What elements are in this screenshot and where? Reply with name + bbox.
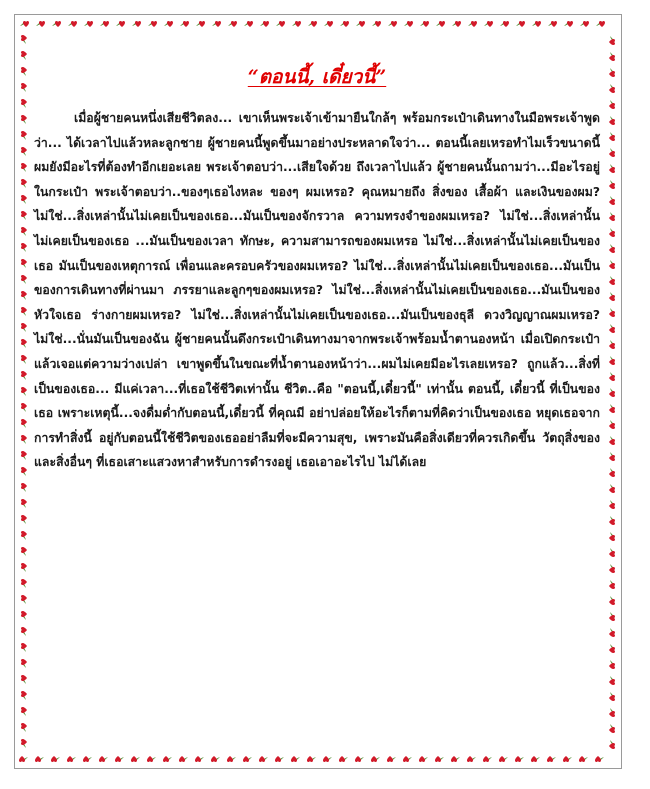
border-heart-ornament [21,179,27,188]
document-title: “ตอนนี้, เดี๋ยวนี้” [247,66,387,88]
border-heart-ornament [307,756,316,762]
border-heart-ornament [21,131,27,140]
border-heart-ornament [579,756,588,762]
border-heart-ornament [21,35,27,44]
border-heart-ornament [21,675,27,684]
border-heart-ornament [35,756,44,762]
border-heart-ornament [291,756,300,762]
border-heart-ornament [467,756,476,762]
border-heart-ornament [21,611,27,620]
border-heart-ornament [515,756,524,762]
border-heart-ornament [21,67,27,76]
border-heart-ornament [115,756,124,762]
border-heart-ornament [609,468,615,477]
border-heart-ornament [68,21,77,27]
border-heart-ornament [387,756,396,762]
border-heart-ornament [609,196,615,205]
border-heart-ornament [180,21,189,27]
border-heart-ornament [67,756,76,762]
border-heart-ornament [609,260,615,269]
border-heart-ornament [356,21,365,27]
border-heart-ornament [21,115,27,124]
border-heart-ornament [21,307,27,316]
border-heart-ornament [339,756,348,762]
border-heart-ornament [21,739,27,748]
border-heart-ornament [531,756,540,762]
border-heart-ornament [609,724,615,733]
border-heart-ornament [21,275,27,284]
border-heart-ornament [21,259,27,268]
border-heart-ornament [564,21,573,27]
border-heart-ornament [435,756,444,762]
border-heart-ornament [609,404,615,413]
border-heart-ornament [227,756,236,762]
border-heart-ornament [468,21,477,27]
border-heart-ornament [292,21,301,27]
border-heart-ornament [260,21,269,27]
border-heart-ornament [21,579,27,588]
border-heart-ornament [132,21,141,27]
border-heart-ornament [609,100,615,109]
border-heart-ornament [420,21,429,27]
border-heart-ornament [609,180,615,189]
border-heart-ornament [243,756,252,762]
border-heart-ornament [609,372,615,381]
border-heart-ornament [21,387,27,396]
border-heart-ornament [516,21,525,27]
border-heart-ornament [21,403,27,412]
document-content [34,52,600,742]
border-heart-ornament [609,708,615,717]
border-heart-ornament [547,756,556,762]
border-heart-ornament [609,308,615,317]
border-heart-ornament [609,612,615,621]
border-heart-ornament [609,324,615,333]
border-heart-ornament [609,692,615,701]
border-heart-ornament [580,21,589,27]
border-heart-ornament [419,756,428,762]
border-heart-ornament [609,660,615,669]
border-heart-ornament [609,516,615,525]
border-heart-ornament [609,276,615,285]
border-heart-ornament [179,756,188,762]
border-heart-ornament [228,21,237,27]
border-heart-ornament [21,195,27,204]
border-heart-ornament [609,388,615,397]
border-heart-ornament [51,756,60,762]
border-heart-ornament [21,211,27,220]
border-heart-ornament [388,21,397,27]
border-heart-ornament [21,531,27,540]
border-heart-ornament [451,756,460,762]
border-heart-ornament [21,435,27,444]
border-heart-ornament [21,547,27,556]
border-heart-ornament [244,21,253,27]
border-heart-ornament [211,756,220,762]
border-heart-ornament [21,83,27,92]
border-heart-ornament [21,243,27,252]
border-heart-ornament [83,756,92,762]
border-heart-ornament [21,419,27,428]
border-heart-ornament [21,643,27,652]
border-heart-ornament [609,580,615,589]
border-heart-ornament [308,21,317,27]
border-heart-ornament [609,484,615,493]
border-heart-ornament [609,564,615,573]
border-heart-ornament [100,21,109,27]
border-heart-ornament [609,548,615,557]
border-heart-ornament [452,21,461,27]
border-heart-ornament [340,21,349,27]
border-heart-ornament [609,740,615,749]
border-heart-ornament [609,52,615,61]
border-heart-ornament [276,21,285,27]
border-heart-ornament [21,99,27,108]
border-heart-ornament [609,212,615,221]
border-heart-ornament [609,244,615,253]
border-heart-ornament [21,627,27,636]
border-heart-ornament [609,340,615,349]
border-heart-ornament [36,21,45,27]
border-heart-ornament [19,756,28,762]
border-heart-ornament [163,756,172,762]
border-heart-ornament [21,483,27,492]
border-heart-ornament [99,756,108,762]
border-heart-ornament [355,756,364,762]
border-heart-ornament [21,355,27,364]
border-heart-ornament [403,756,412,762]
border-heart-ornament [609,500,615,509]
border-heart-ornament [609,420,615,429]
border-heart-ornament [21,707,27,716]
border-heart-ornament [371,756,380,762]
border-heart-ornament [21,467,27,476]
border-heart-ornament [563,756,572,762]
border-heart-ornament [164,21,173,27]
border-heart-ornament [20,21,29,27]
border-heart-ornament [21,691,27,700]
border-heart-ornament [404,21,413,27]
border-heart-ornament [609,228,615,237]
border-heart-ornament [148,21,157,27]
border-heart-ornament [609,532,615,541]
border-heart-ornament [324,21,333,27]
border-heart-ornament [609,452,615,461]
border-heart-ornament [21,563,27,572]
border-heart-ornament [21,659,27,668]
border-heart-ornament [21,451,27,460]
border-heart-ornament [21,499,27,508]
border-heart-ornament [212,21,221,27]
border-heart-ornament [131,756,140,762]
border-heart-ornament [21,723,27,732]
border-heart-ornament [483,756,492,762]
border-heart-ornament [275,756,284,762]
border-heart-ornament [21,371,27,380]
border-heart-ornament [609,356,615,365]
border-heart-ornament [436,21,445,27]
border-heart-ornament [609,596,615,605]
border-heart-ornament [609,36,615,45]
border-heart-ornament [609,676,615,685]
border-heart-ornament [609,132,615,141]
border-heart-ornament [532,21,541,27]
border-heart-ornament [609,164,615,173]
border-heart-ornament [609,84,615,93]
border-heart-ornament [21,51,27,60]
border-heart-ornament [196,21,205,27]
border-heart-ornament [21,163,27,172]
border-heart-ornament [21,323,27,332]
border-heart-ornament [609,292,615,301]
border-heart-ornament [147,756,156,762]
border-heart-ornament [21,339,27,348]
border-heart-ornament [259,756,268,762]
border-heart-ornament [595,756,604,762]
border-heart-ornament [195,756,204,762]
border-heart-ornament [323,756,332,762]
border-heart-ornament [21,147,27,156]
border-heart-ornament [609,628,615,637]
border-heart-ornament [609,436,615,445]
border-heart-ornament [609,644,615,653]
border-heart-ornament [499,756,508,762]
border-heart-ornament [548,21,557,27]
border-heart-ornament [84,21,93,27]
border-heart-ornament [52,21,61,27]
border-heart-ornament [21,515,27,524]
border-heart-ornament [609,116,615,125]
border-heart-ornament [596,21,605,27]
border-heart-ornament [21,595,27,604]
border-heart-ornament [116,21,125,27]
border-heart-ornament [372,21,381,27]
border-heart-ornament [609,68,615,77]
document-body: เมื่อผู้ชายคนหนึ่งเสียชีวิตลง... เขาเห็นพระเจ้าเข้ามายืนใกล้ๆ พร้อมกระเป๋าเดินทางในมือพระเจ้าพูดว่า... ได้เวลาไปแล้วหละลูกชาย ผู้ชายคนนี้พูดขึ้นมาอย่างประหลาดใจว่า... ตอนนี้เลยเหรอทำไมเร็วขนาดนี้ ผมยังมีอะไรที่ต้องทำอีกเยอะเลย พระเจ้าตอบว่า...เสียใจด้วย ถึงเวลาไปแล้ว ผู้ชายคนนั้นถามว่า...มีอะไรอยู่ในกระเป๋า พระเจ้าตอบว่า..ของๆเธอไงหละ ของๆ ผมเหรอ? คุณหมายถึง สิ่งของ เสื้อผ้า และเงินของผม? ไม่ใช่...สิ่งเหล่านั้นไม่เคยเป็นของเธอ...มันเป็นของจักรวาล ความทรงจำของผมเหรอ? ไม่ใช่...สิ่งเหล่านั้นไม่เคยเป็นของเธอ ...มันเป็นของเวลา ทักษะ, ความสามารถของผมเหรอ ไม่ใช่...สิ่งเหล่านั้นไม่เคยเป็นของเธอ มันเป็นของเหตุการณ์ เพื่อนและครอบครัวของผมเหรอ? ไม่ใช่...สิ่งเหล่านั้นไม่เคยเป็นของเธอ...มันเป็นของการเดินทางที่ผ่านมา ภรรยาและลูกๆของผมเหรอ? ไม่ใช่...สิ่งเหล่านั้นไม่เคยเป็นของเธอ...มันเป็นของหัวใจเธอ ร่างกายผมเหรอ? ไม่ใช่...สิ่งเหล่านั้นไม่เคยเป็นของเธอ...มันเป็นของธุลี ดวงวิญญาณผมเหรอ? ไม่ใช่...นั่นมันเป็นของฉัน ผู้ชายคนนั้นดึงกระเป๋าเดินทางมาจากพระเจ้าพร้อมน้ำตานองหน้า เมื่อเปิดกระเป๋าแล้วเจอแต่ความว่างเปล่า เขาพูดขึ้นในขณะที่น้ำตานองหน้าว่า...ผมไม่เคยมีอะไรเลยเหรอ? ถูกแล้ว...สิ่งที่เป็นของเธอ... มีแค่เวลา...ที่เธอใช้ชีวิตเท่านั้น ชีวิต..คือ "ตอนนี้,เดี๋ยวนี้" เท่านั้น ตอนนี้, เดี๋ยวนี้ ที่เป็นของเธอ เพราะเหตุนี้...จงดื่มด่ำกับตอนนี้,เดี๋ยวนี้ ที่คุณมี อย่าปล่อยให้อะไรก็ตามที่คิดว่าเป็นของเธอ หยุดเธอจากการทำสิ่งนี้ อยู่กับตอนนี้ใช้ชีวิตของเธออย่าลืมที่จะมีความสุข, เพราะมันคือสิ่งเดียวที่ควรเกิดขึ้น วัตถุสิ่งของและสิ่งอื่นๆ ที่เธอเสาะแสวงหาสำหรับการดำรงอยู่ เธอเอาอะไรไป ไม่ได้เลย [34,111,600,470]
border-heart-ornament [21,227,27,236]
border-heart-ornament [484,21,493,27]
border-heart-ornament [500,21,509,27]
border-heart-ornament [609,148,615,157]
border-heart-ornament [21,291,27,300]
